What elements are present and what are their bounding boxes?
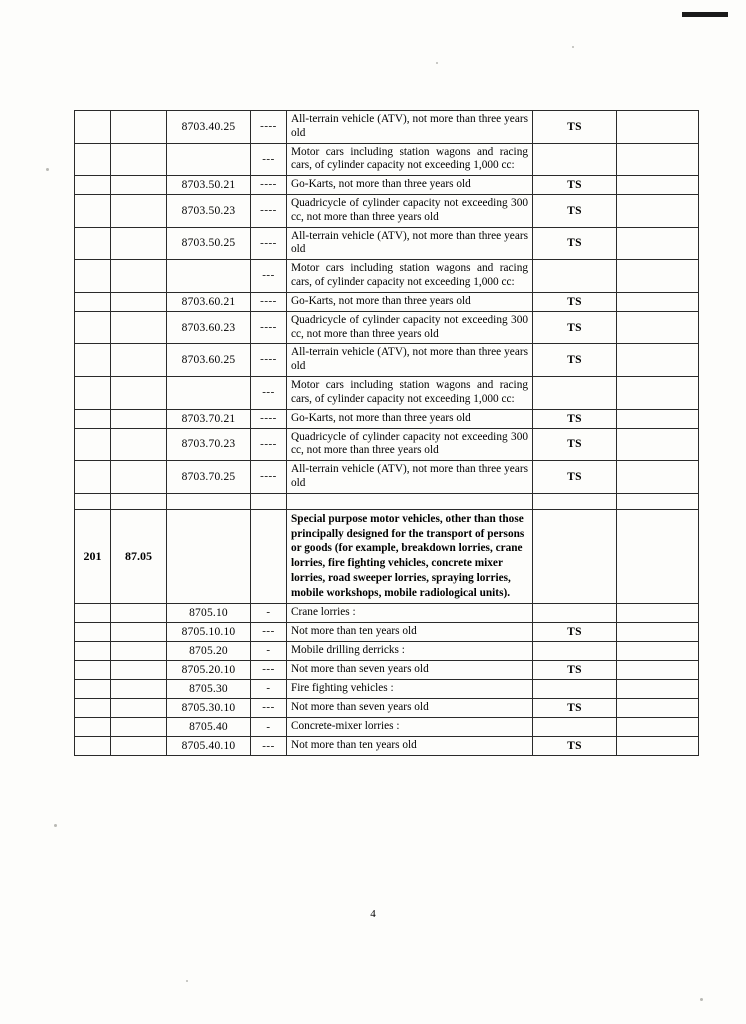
cell-status-code <box>533 642 617 661</box>
table-row <box>75 260 699 293</box>
cell-description: All-terrain vehicle (ATV), not more than three years old <box>287 461 533 494</box>
cell-dash-level: --- <box>251 623 287 642</box>
cell-heading-number <box>111 344 167 377</box>
cell-tariff-code: 8703.70.21 <box>167 409 251 428</box>
cell-heading-number <box>111 699 167 718</box>
cell-dash-level: ---- <box>251 409 287 428</box>
cell-tariff-code: 8705.10 <box>167 604 251 623</box>
cell-tariff-code: 8705.20 <box>167 642 251 661</box>
cell-item-number <box>75 409 111 428</box>
cell-description: Crane lorries : <box>287 604 533 623</box>
scan-speck <box>186 980 188 982</box>
tariff-table-container <box>74 110 698 756</box>
cell-heading-number <box>111 376 167 409</box>
scan-speck <box>572 46 574 48</box>
cell-status-code <box>533 143 617 176</box>
cell-tariff-code <box>167 509 251 603</box>
cell-item-number <box>75 344 111 377</box>
cell-heading-number <box>111 409 167 428</box>
cell-tariff-code: 8703.70.25 <box>167 461 251 494</box>
cell-description: Go-Karts, not more than three years old <box>287 176 533 195</box>
cell-description: Concrete-mixer lorries : <box>287 718 533 737</box>
cell-extra <box>617 509 699 603</box>
cell-dash-level <box>251 493 287 509</box>
cell-dash-level: ---- <box>251 227 287 260</box>
cell-item-number <box>75 195 111 228</box>
table-row <box>75 661 699 680</box>
table-row <box>75 680 699 699</box>
cell-heading-number <box>111 461 167 494</box>
cell-extra <box>617 111 699 144</box>
cell-heading-number <box>111 428 167 461</box>
cell-tariff-code: 8703.50.25 <box>167 227 251 260</box>
cell-heading-number <box>111 311 167 344</box>
cell-description: Not more than ten years old <box>287 623 533 642</box>
cell-description: Go-Karts, not more than three years old <box>287 409 533 428</box>
table-row <box>75 642 699 661</box>
cell-dash-level: --- <box>251 376 287 409</box>
cell-status-code <box>533 680 617 699</box>
cell-dash-level: - <box>251 680 287 699</box>
cell-item-number <box>75 718 111 737</box>
cell-item-number <box>75 176 111 195</box>
cell-heading-number <box>111 292 167 311</box>
scan-speck <box>700 998 703 1001</box>
cell-heading-number <box>111 680 167 699</box>
cell-extra <box>617 661 699 680</box>
cell-status-code: TS <box>533 292 617 311</box>
table-row <box>75 344 699 377</box>
cell-status-code: TS <box>533 699 617 718</box>
cell-extra <box>617 604 699 623</box>
cell-dash-level: ---- <box>251 195 287 228</box>
cell-description: Motor cars including station wagons and racing cars, of cylinder capacity not exceeding 1,000 cc: <box>287 376 533 409</box>
cell-extra <box>617 623 699 642</box>
cell-dash-level: ---- <box>251 176 287 195</box>
cell-item-number <box>75 260 111 293</box>
cell-dash-level: - <box>251 642 287 661</box>
cell-tariff-code: 8705.30 <box>167 680 251 699</box>
cell-dash-level: --- <box>251 737 287 756</box>
cell-tariff-code: 8703.60.21 <box>167 292 251 311</box>
cell-item-number <box>75 428 111 461</box>
cell-status-code: TS <box>533 461 617 494</box>
cell-status-code: TS <box>533 227 617 260</box>
scan-speck <box>46 168 49 171</box>
table-row <box>75 461 699 494</box>
cell-description: Go-Karts, not more than three years old <box>287 292 533 311</box>
cell-item-number <box>75 493 111 509</box>
cell-description: Mobile drilling derricks : <box>287 642 533 661</box>
cell-dash-level: --- <box>251 260 287 293</box>
cell-heading-number <box>111 661 167 680</box>
cell-heading-number <box>111 195 167 228</box>
table-row <box>75 409 699 428</box>
cell-status-code <box>533 493 617 509</box>
cell-status-code <box>533 718 617 737</box>
table-row <box>75 604 699 623</box>
cell-tariff-code: 8703.50.21 <box>167 176 251 195</box>
cell-dash-level: ---- <box>251 461 287 494</box>
cell-extra <box>617 311 699 344</box>
cell-description: All-terrain vehicle (ATV), not more than three years old <box>287 227 533 260</box>
cell-description: Not more than seven years old <box>287 661 533 680</box>
cell-heading-number <box>111 493 167 509</box>
cell-dash-level: ---- <box>251 111 287 144</box>
cell-item-number <box>75 143 111 176</box>
cell-extra <box>617 292 699 311</box>
cell-heading-number <box>111 737 167 756</box>
table-row <box>75 509 699 603</box>
cell-heading-number <box>111 718 167 737</box>
cell-extra <box>617 680 699 699</box>
cell-extra <box>617 376 699 409</box>
cell-status-code: TS <box>533 737 617 756</box>
cell-item-number <box>75 604 111 623</box>
cell-tariff-code: 8703.40.25 <box>167 111 251 144</box>
cell-extra <box>617 737 699 756</box>
cell-item-number <box>75 227 111 260</box>
cell-extra <box>617 176 699 195</box>
cell-tariff-code <box>167 143 251 176</box>
tariff-table-body <box>75 111 699 756</box>
cell-description: Special purpose motor vehicles, other than those principally designed for the transport of persons or goods (for example, breakdown lorries, crane lorries, fire fighting vehicles, concrete mixer lorries, road sweeper lorries, spraying lorries, mobile workshops, mobile radiological units). <box>287 509 533 603</box>
cell-item-number <box>75 699 111 718</box>
cell-dash-level: ---- <box>251 344 287 377</box>
cell-item-number <box>75 111 111 144</box>
table-row <box>75 227 699 260</box>
scan-speck <box>54 824 57 827</box>
table-row <box>75 176 699 195</box>
page-number: 4 <box>370 908 376 920</box>
cell-description <box>287 493 533 509</box>
cell-status-code: TS <box>533 111 617 144</box>
cell-item-number <box>75 461 111 494</box>
cell-dash-level: - <box>251 718 287 737</box>
cell-dash-level: ---- <box>251 311 287 344</box>
cell-tariff-code: 8703.60.23 <box>167 311 251 344</box>
tariff-table <box>74 110 699 756</box>
cell-status-code: TS <box>533 428 617 461</box>
cell-tariff-code: 8703.50.23 <box>167 195 251 228</box>
cell-dash-level: - <box>251 604 287 623</box>
cell-description: All-terrain vehicle (ATV), not more than three years old <box>287 344 533 377</box>
cell-tariff-code <box>167 376 251 409</box>
cell-description: Fire fighting vehicles : <box>287 680 533 699</box>
cell-extra <box>617 409 699 428</box>
cell-item-number <box>75 292 111 311</box>
cell-heading-number <box>111 260 167 293</box>
cell-tariff-code: 8703.60.25 <box>167 344 251 377</box>
cell-status-code <box>533 509 617 603</box>
cell-item-number <box>75 376 111 409</box>
cell-status-code: TS <box>533 344 617 377</box>
table-row <box>75 623 699 642</box>
cell-dash-level: ---- <box>251 292 287 311</box>
cell-extra <box>617 344 699 377</box>
cell-extra <box>617 493 699 509</box>
cell-item-number <box>75 642 111 661</box>
cell-heading-number <box>111 143 167 176</box>
cell-item-number <box>75 311 111 344</box>
table-row <box>75 143 699 176</box>
cell-dash-level: --- <box>251 699 287 718</box>
cell-item-number: 201 <box>75 509 111 603</box>
cell-description: Not more than ten years old <box>287 737 533 756</box>
cell-dash-level: ---- <box>251 428 287 461</box>
cell-status-code <box>533 260 617 293</box>
cell-description: Motor cars including station wagons and racing cars, of cylinder capacity not exceeding 1,000 cc: <box>287 260 533 293</box>
cell-extra <box>617 699 699 718</box>
table-row-spacer <box>75 493 699 509</box>
table-row <box>75 376 699 409</box>
cell-status-code: TS <box>533 623 617 642</box>
cell-heading-number: 87.05 <box>111 509 167 603</box>
scan-speck <box>436 62 438 64</box>
table-row <box>75 428 699 461</box>
cell-dash-level: --- <box>251 661 287 680</box>
scan-edge-mark <box>682 12 728 17</box>
table-row <box>75 195 699 228</box>
cell-status-code: TS <box>533 176 617 195</box>
cell-tariff-code <box>167 493 251 509</box>
cell-item-number <box>75 661 111 680</box>
cell-extra <box>617 642 699 661</box>
table-row <box>75 292 699 311</box>
cell-heading-number <box>111 623 167 642</box>
cell-status-code: TS <box>533 311 617 344</box>
table-row <box>75 699 699 718</box>
cell-description: Motor cars including station wagons and racing cars, of cylinder capacity not exceeding 1,000 cc: <box>287 143 533 176</box>
cell-tariff-code: 8703.70.23 <box>167 428 251 461</box>
table-row <box>75 311 699 344</box>
cell-extra <box>617 428 699 461</box>
cell-extra <box>617 143 699 176</box>
cell-status-code: TS <box>533 195 617 228</box>
cell-tariff-code: 8705.10.10 <box>167 623 251 642</box>
cell-dash-level: --- <box>251 143 287 176</box>
cell-description: All-terrain vehicle (ATV), not more than three years old <box>287 111 533 144</box>
cell-item-number <box>75 680 111 699</box>
cell-extra <box>617 461 699 494</box>
cell-status-code <box>533 604 617 623</box>
cell-tariff-code: 8705.40 <box>167 718 251 737</box>
cell-item-number <box>75 737 111 756</box>
cell-description: Quadricycle of cylinder capacity not exceeding 300 cc, not more than three years old <box>287 428 533 461</box>
cell-status-code: TS <box>533 409 617 428</box>
cell-extra <box>617 227 699 260</box>
cell-heading-number <box>111 604 167 623</box>
cell-description: Quadricycle of cylinder capacity not exceeding 300 cc, not more than three years old <box>287 195 533 228</box>
cell-extra <box>617 195 699 228</box>
cell-heading-number <box>111 111 167 144</box>
cell-dash-level <box>251 509 287 603</box>
cell-extra <box>617 718 699 737</box>
table-row <box>75 111 699 144</box>
cell-extra <box>617 260 699 293</box>
cell-status-code: TS <box>533 661 617 680</box>
cell-heading-number <box>111 642 167 661</box>
table-row <box>75 718 699 737</box>
cell-description: Quadricycle of cylinder capacity not exceeding 300 cc, not more than three years old <box>287 311 533 344</box>
table-row <box>75 737 699 756</box>
cell-tariff-code: 8705.40.10 <box>167 737 251 756</box>
cell-item-number <box>75 623 111 642</box>
cell-tariff-code: 8705.30.10 <box>167 699 251 718</box>
cell-tariff-code: 8705.20.10 <box>167 661 251 680</box>
cell-heading-number <box>111 227 167 260</box>
cell-heading-number <box>111 176 167 195</box>
cell-tariff-code <box>167 260 251 293</box>
cell-status-code <box>533 376 617 409</box>
cell-description: Not more than seven years old <box>287 699 533 718</box>
